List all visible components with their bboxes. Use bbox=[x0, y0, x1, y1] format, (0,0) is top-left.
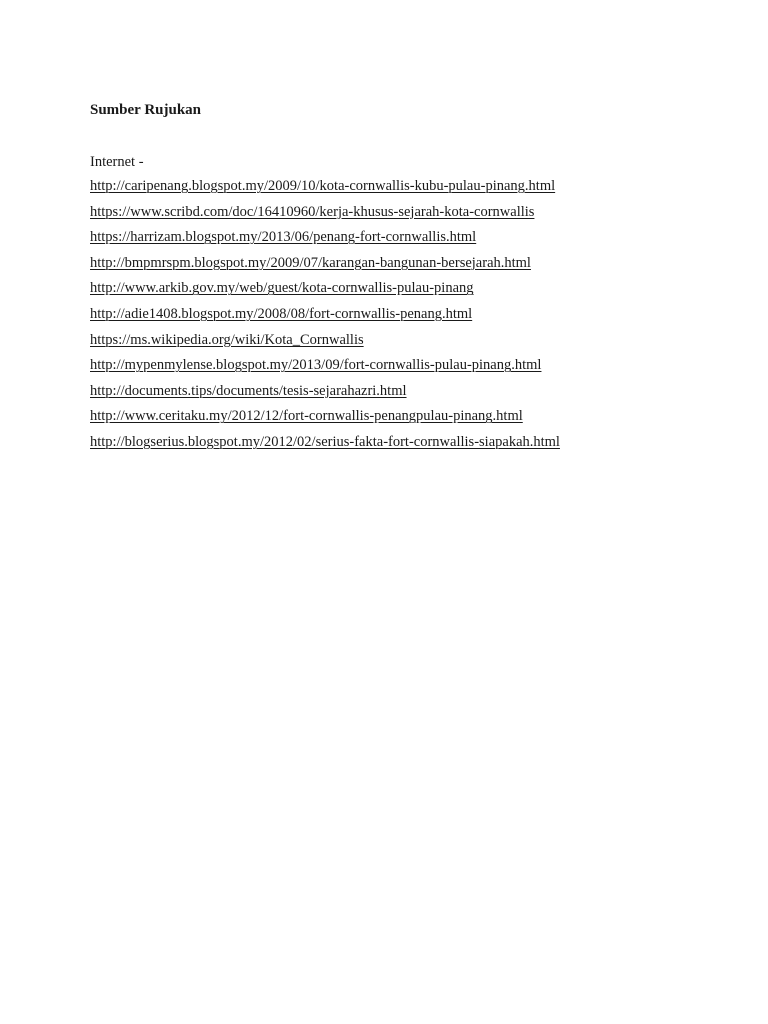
list-item bbox=[90, 176, 560, 202]
list-item bbox=[90, 227, 560, 253]
list-item bbox=[90, 330, 560, 356]
reference-link[interactable]: http://adie1408.blogspot.my/2008/08/fort-cornwallis-penang.html bbox=[90, 305, 473, 322]
reference-link[interactable]: http://bmpmrspm.blogspot.my/2009/07/karangan-bangunan-bersejarah.html bbox=[90, 254, 531, 271]
reference-link[interactable]: https://ms.wikipedia.org/wiki/Kota_Cornwallis bbox=[90, 331, 364, 348]
reference-link[interactable]: https://harrizam.blogspot.my/2013/06/penang-fort-cornwallis.html bbox=[90, 229, 477, 246]
list-item bbox=[90, 253, 560, 279]
list-item bbox=[90, 381, 560, 407]
reference-link[interactable]: http://caripenang.blogspot.my/2009/10/kota-cornwallis-kubu-pulau-pinang.html bbox=[90, 178, 556, 194]
page-title: Sumber Rujukan bbox=[90, 102, 202, 118]
list-item bbox=[90, 202, 560, 228]
reference-link[interactable]: http://mypenmylense.blogspot.my/2013/09/fort-cornwallis-pulau-pinang.html bbox=[90, 357, 542, 374]
reference-link[interactable]: https://www.scribd.com/doc/16410960/kerja-khusus-sejarah-kota-cornwallis bbox=[90, 203, 535, 220]
reference-link[interactable]: http://www.ceritaku.my/2012/12/fort-cornwallis-penangpulau-pinang.html bbox=[90, 408, 523, 425]
list-item bbox=[90, 432, 560, 458]
reference-list bbox=[90, 176, 560, 458]
reference-link[interactable]: http://documents.tips/documents/tesis-sejarahazri.html bbox=[90, 382, 407, 399]
section-label-internet: Internet - bbox=[90, 154, 144, 170]
list-item bbox=[90, 406, 560, 432]
list-item bbox=[90, 355, 560, 381]
list-item bbox=[90, 304, 560, 330]
reference-link[interactable]: http://blogserius.blogspot.my/2012/02/serius-fakta-fort-cornwallis-siapakah.html bbox=[90, 433, 560, 450]
list-item bbox=[90, 278, 560, 304]
reference-link[interactable]: http://www.arkib.gov.my/web/guest/kota-cornwallis-pulau-pinang bbox=[90, 280, 474, 297]
